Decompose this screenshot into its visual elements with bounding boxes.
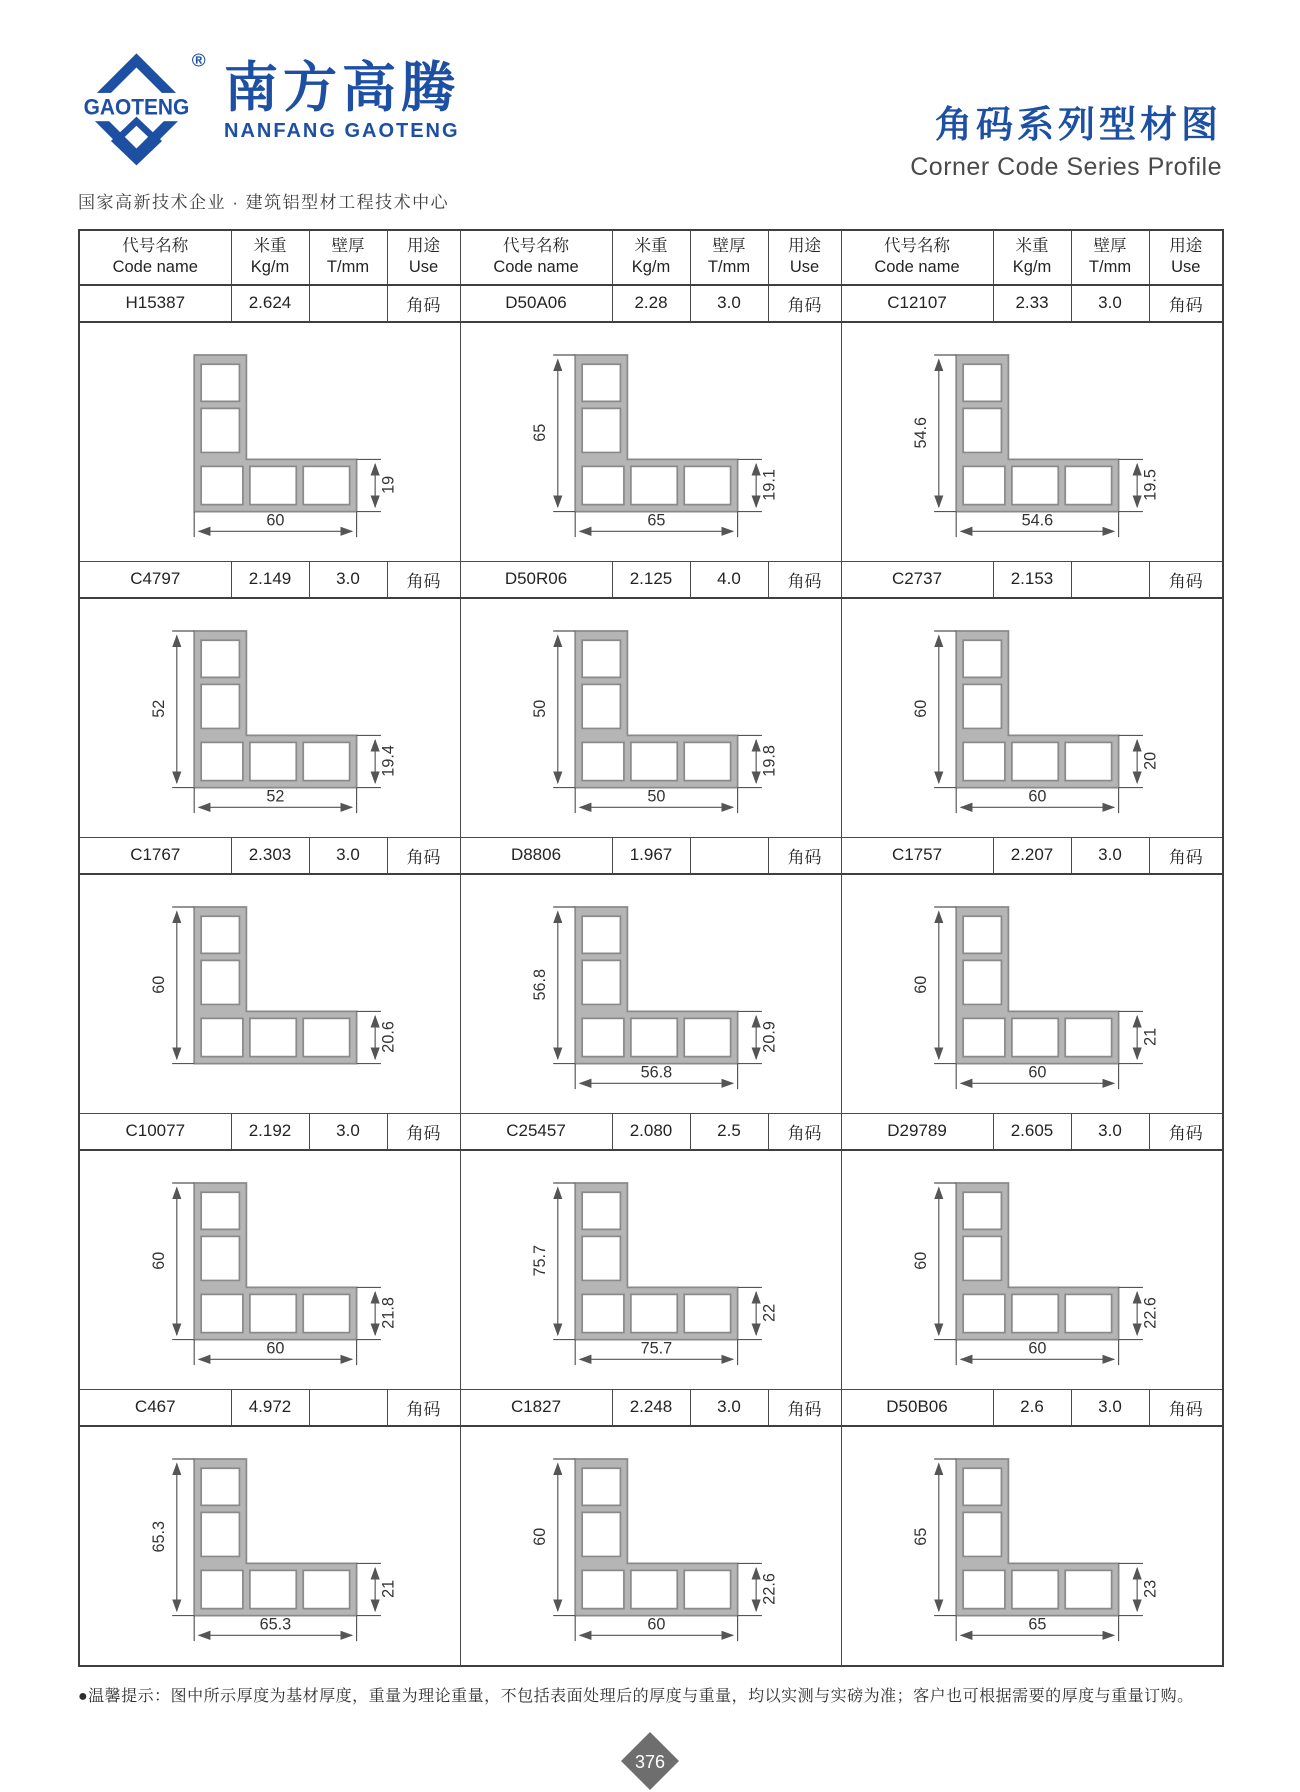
profile-use-cell: 角码 — [387, 1113, 460, 1150]
registered-mark-icon: ® — [191, 49, 206, 71]
profile-spec-table — [78, 229, 1224, 1667]
profile-use-cell: 角码 — [768, 561, 841, 598]
profile-drawing-cell — [79, 1150, 460, 1390]
dim-bottom-label: 54.6 — [1021, 511, 1054, 530]
page-number: 376 — [634, 1751, 666, 1772]
dim-right-label: 19.5 — [1141, 469, 1160, 501]
profile-tmm-cell: 3.0 — [309, 837, 387, 874]
col-header-en: Code name — [493, 258, 579, 277]
profile-drawing-cell — [460, 874, 841, 1114]
dim-right-label: 22.6 — [1141, 1297, 1160, 1329]
dim-left-label: 60 — [530, 1527, 549, 1546]
profile-kgm-cell: 4.972 — [231, 1389, 309, 1426]
profile-kgm-cell: 2.605 — [993, 1113, 1071, 1150]
dim-right-label: 19.4 — [379, 745, 398, 777]
profile-use-cell: 角码 — [768, 837, 841, 874]
dim-bottom-label: 50 — [647, 787, 666, 806]
dim-right-label: 20.9 — [760, 1021, 779, 1053]
profile-tmm-cell: 3.0 — [690, 1389, 768, 1426]
profile-kgm-cell: 1.967 — [612, 837, 690, 874]
profile-drawing-cell — [841, 322, 1223, 562]
dim-left-label: 52 — [150, 699, 169, 718]
profile-use-cell: 角码 — [1149, 1389, 1223, 1426]
profile-kgm-cell: 2.33 — [993, 285, 1071, 322]
corner-profile-shape — [575, 1183, 737, 1340]
gaoteng-diamond-logo-icon — [78, 44, 210, 172]
col-header-cn: 米重 — [253, 237, 287, 255]
profile-tmm-cell: 3.0 — [1071, 285, 1149, 322]
profile-kgm-cell: 2.248 — [612, 1389, 690, 1426]
profile-code-cell: D50R06 — [460, 561, 612, 598]
drawing-row — [79, 874, 1223, 1114]
profile-tmm-cell — [309, 1389, 387, 1426]
page-title-cn: 角码系列型材图 — [935, 104, 1222, 145]
table-header-row — [79, 230, 1223, 285]
dim-right-label: 22 — [760, 1303, 779, 1322]
corner-profile-shape — [575, 631, 737, 788]
drawing-row — [79, 598, 1223, 838]
dim-left-label: 60 — [150, 1251, 169, 1270]
col-header-kgm — [993, 230, 1071, 285]
col-header-code — [79, 230, 231, 285]
col-header-cn: 代号名称 — [503, 237, 569, 255]
profile-use-cell: 角码 — [768, 285, 841, 322]
dim-bottom-label: 60 — [1028, 1063, 1047, 1082]
profile-drawing-cell — [460, 1426, 841, 1666]
profile-code-cell: C25457 — [460, 1113, 612, 1150]
dim-bottom-label: 60 — [1028, 787, 1047, 806]
brand-logo — [78, 44, 210, 172]
profile-drawing-cell — [460, 1150, 841, 1390]
col-header-code — [460, 230, 612, 285]
col-header-cn: 壁厚 — [1093, 237, 1127, 255]
profile-drawing-svg — [84, 1154, 455, 1386]
col-header-cn: 用途 — [407, 237, 440, 255]
spec-row — [79, 561, 1223, 598]
corner-profile-shape — [194, 355, 356, 512]
spec-row — [79, 1113, 1223, 1150]
profile-tmm-cell — [309, 285, 387, 322]
profile-tmm-cell: 3.0 — [309, 561, 387, 598]
col-header-cn: 用途 — [788, 237, 821, 255]
corner-profile-shape — [194, 1183, 356, 1340]
profile-tmm-cell: 3.0 — [1071, 1113, 1149, 1150]
brand-tagline: 国家高新技术企业 · 建筑铝型材工程技术中心 — [78, 193, 450, 212]
dim-right-label: 21.8 — [379, 1297, 398, 1329]
corner-profile-shape — [575, 355, 737, 512]
profile-use-cell: 角码 — [387, 561, 460, 598]
profile-drawing-svg — [846, 1430, 1217, 1662]
profile-code-cell: C467 — [79, 1389, 231, 1426]
profile-kgm-cell: 2.6 — [993, 1389, 1071, 1426]
dim-bottom-label: 65 — [1028, 1615, 1047, 1634]
dim-right-label: 20 — [1141, 751, 1160, 770]
col-header-cn: 壁厚 — [712, 237, 746, 255]
profile-kgm-cell: 2.125 — [612, 561, 690, 598]
spec-row — [79, 837, 1223, 874]
profile-drawing-cell — [79, 1426, 460, 1666]
profile-drawing-cell — [841, 598, 1223, 838]
profile-tmm-cell — [1071, 561, 1149, 598]
dim-bottom-label: 60 — [1028, 1339, 1047, 1358]
profile-tmm-cell: 2.5 — [690, 1113, 768, 1150]
dim-right-label: 23 — [1141, 1579, 1160, 1598]
col-header-cn: 用途 — [1169, 237, 1203, 255]
col-header-en: Code name — [874, 258, 960, 277]
dim-left-label: 65 — [912, 1527, 931, 1546]
page-number-badge — [619, 1730, 681, 1792]
dim-left-label: 60 — [912, 1251, 931, 1270]
col-header-cn: 壁厚 — [331, 237, 365, 255]
profile-tmm-cell — [690, 837, 768, 874]
dim-left-label: 56.8 — [530, 968, 549, 1001]
corner-profile-shape — [956, 1459, 1118, 1616]
profile-kgm-cell: 2.624 — [231, 285, 309, 322]
dim-right-label: 22.6 — [760, 1573, 779, 1605]
spec-row — [79, 285, 1223, 322]
profile-code-cell: D50B06 — [841, 1389, 993, 1426]
col-header-cn: 代号名称 — [884, 237, 950, 255]
col-header-en: Kg/m — [250, 258, 290, 277]
profile-drawing-svg — [846, 602, 1217, 834]
profile-drawing-svg — [465, 602, 836, 834]
col-header-tmm — [690, 230, 768, 285]
profile-code-cell: D50A06 — [460, 285, 612, 322]
profile-tmm-cell: 4.0 — [690, 561, 768, 598]
col-header-en: T/mm — [707, 258, 751, 277]
dim-left-label: 60 — [912, 699, 931, 718]
dim-bottom-label: 65 — [647, 511, 666, 530]
dim-bottom-label: 60 — [266, 1339, 285, 1358]
profile-tmm-cell: 3.0 — [309, 1113, 387, 1150]
profile-kgm-cell: 2.28 — [612, 285, 690, 322]
drawing-row — [79, 1426, 1223, 1666]
dim-right-label: 19 — [379, 475, 398, 494]
page-title-en: Corner Code Series Profile — [910, 153, 1222, 181]
profile-drawing-cell — [841, 1426, 1223, 1666]
col-header-en: Kg/m — [631, 258, 671, 277]
col-header-cn: 代号名称 — [122, 237, 189, 255]
brand-row — [78, 44, 1222, 182]
dim-bottom-label: 52 — [266, 787, 285, 806]
profile-tmm-cell: 3.0 — [1071, 837, 1149, 874]
profile-kgm-cell: 2.153 — [993, 561, 1071, 598]
dim-left-label: 54.6 — [912, 416, 931, 449]
profile-use-cell: 角码 — [387, 1389, 460, 1426]
profile-kgm-cell: 2.192 — [231, 1113, 309, 1150]
corner-profile-shape — [575, 907, 737, 1064]
corner-profile-shape — [956, 631, 1118, 788]
col-header-en: T/mm — [1088, 258, 1132, 277]
profile-drawing-cell — [841, 1150, 1223, 1390]
col-header-tmm — [1071, 230, 1149, 285]
profile-code-cell: H15387 — [79, 285, 231, 322]
footer-note: ●温馨提示：图中所示厚度为基材厚度，重量为理论重量，不包括表面处理后的厚度与重量，均以实测与实磅为准；客户也可根据需要的厚度与重量订购。 — [78, 1687, 1194, 1705]
profile-use-cell: 角码 — [1149, 837, 1223, 874]
profile-drawing-svg — [465, 1430, 836, 1662]
dim-left-label: 75.7 — [530, 1244, 549, 1277]
page-diamond-icon — [619, 1730, 681, 1792]
dim-bottom-label: 56.8 — [640, 1063, 673, 1082]
page-header — [78, 44, 1222, 213]
profile-kgm-cell: 2.303 — [231, 837, 309, 874]
drawing-row — [79, 1150, 1223, 1390]
profile-code-cell: C1827 — [460, 1389, 612, 1426]
col-header-en: Use — [1171, 258, 1201, 277]
corner-profile-shape — [194, 1459, 356, 1616]
profile-use-cell: 角码 — [1149, 285, 1223, 322]
corner-profile-shape — [194, 907, 356, 1064]
col-header-cn: 米重 — [634, 237, 668, 255]
brand-name-en: NANFANG GAOTENG — [224, 119, 460, 142]
profile-drawing-svg — [846, 1154, 1217, 1386]
dim-left-label: 65 — [530, 423, 549, 442]
col-header-en: Code name — [112, 258, 198, 277]
col-header-use — [768, 230, 841, 285]
dim-left-label: 65.3 — [150, 1520, 169, 1553]
profile-tmm-cell: 3.0 — [1071, 1389, 1149, 1426]
profile-drawing-svg — [846, 878, 1217, 1110]
col-header-en: Use — [789, 258, 820, 277]
corner-profile-shape — [956, 1183, 1118, 1340]
profile-code-cell: C1767 — [79, 837, 231, 874]
profile-code-cell: D29789 — [841, 1113, 993, 1150]
profile-drawing-svg — [465, 326, 836, 558]
dim-right-label: 21 — [379, 1579, 398, 1598]
col-header-en: Kg/m — [1012, 258, 1052, 277]
profile-code-cell: C12107 — [841, 285, 993, 322]
corner-profile-shape — [956, 907, 1118, 1064]
col-header-kgm — [612, 230, 690, 285]
profile-use-cell: 角码 — [387, 285, 460, 322]
corner-profile-shape — [194, 631, 356, 788]
profile-drawing-svg — [84, 1430, 455, 1662]
col-header-use — [1149, 230, 1223, 285]
profile-drawing-svg — [84, 602, 455, 834]
brand-name-cn: 南方高腾 — [224, 58, 460, 118]
page-titles — [910, 94, 1222, 182]
profile-kgm-cell: 2.207 — [993, 837, 1071, 874]
profile-use-cell: 角码 — [768, 1389, 841, 1426]
corner-profile-shape — [575, 1459, 737, 1616]
profile-drawing-cell — [460, 322, 841, 562]
col-header-use — [387, 230, 460, 285]
profile-drawing-cell — [79, 874, 460, 1114]
dim-right-label: 21 — [1141, 1027, 1160, 1046]
profile-drawing-svg — [846, 326, 1217, 558]
profile-drawing-cell — [79, 598, 460, 838]
profile-drawing-cell — [79, 322, 460, 562]
dim-right-label: 19.1 — [760, 469, 779, 501]
profile-use-cell: 角码 — [768, 1113, 841, 1150]
profile-code-cell: C2737 — [841, 561, 993, 598]
profile-tmm-cell: 3.0 — [690, 285, 768, 322]
profile-drawing-svg — [84, 326, 455, 558]
spec-row — [79, 1389, 1223, 1426]
col-header-en: T/mm — [326, 258, 370, 277]
drawing-row — [79, 322, 1223, 562]
dim-bottom-label: 60 — [266, 511, 285, 530]
dim-bottom-label: 75.7 — [640, 1339, 673, 1358]
profile-use-cell: 角码 — [1149, 561, 1223, 598]
col-header-cn: 米重 — [1015, 237, 1049, 255]
brand-names — [224, 60, 460, 143]
profile-use-cell: 角码 — [1149, 1113, 1223, 1150]
profile-drawing-svg — [84, 878, 455, 1110]
col-header-kgm — [231, 230, 309, 285]
corner-profile-shape — [956, 355, 1118, 512]
dim-left-label: 60 — [150, 975, 169, 994]
profile-drawing-cell — [460, 598, 841, 838]
profile-code-cell: C10077 — [79, 1113, 231, 1150]
profile-code-cell: C4797 — [79, 561, 231, 598]
dim-bottom-label: 65.3 — [259, 1615, 292, 1634]
profile-kgm-cell: 2.149 — [231, 561, 309, 598]
profile-code-cell: D8806 — [460, 837, 612, 874]
dim-right-label: 19.8 — [760, 745, 779, 777]
profile-kgm-cell: 2.080 — [612, 1113, 690, 1150]
dim-bottom-label: 60 — [647, 1615, 666, 1634]
col-header-en: Use — [408, 258, 439, 277]
profile-drawing-svg — [465, 1154, 836, 1386]
dim-left-label: 60 — [912, 975, 931, 994]
col-header-code — [841, 230, 993, 285]
col-header-tmm — [309, 230, 387, 285]
profile-use-cell: 角码 — [387, 837, 460, 874]
profile-drawing-svg — [465, 878, 836, 1110]
dim-left-label: 50 — [530, 699, 549, 718]
profile-drawing-cell — [841, 874, 1223, 1114]
dim-right-label: 20.6 — [379, 1021, 398, 1053]
profile-code-cell: C1757 — [841, 837, 993, 874]
logo-text: GAOTENG — [83, 94, 190, 120]
